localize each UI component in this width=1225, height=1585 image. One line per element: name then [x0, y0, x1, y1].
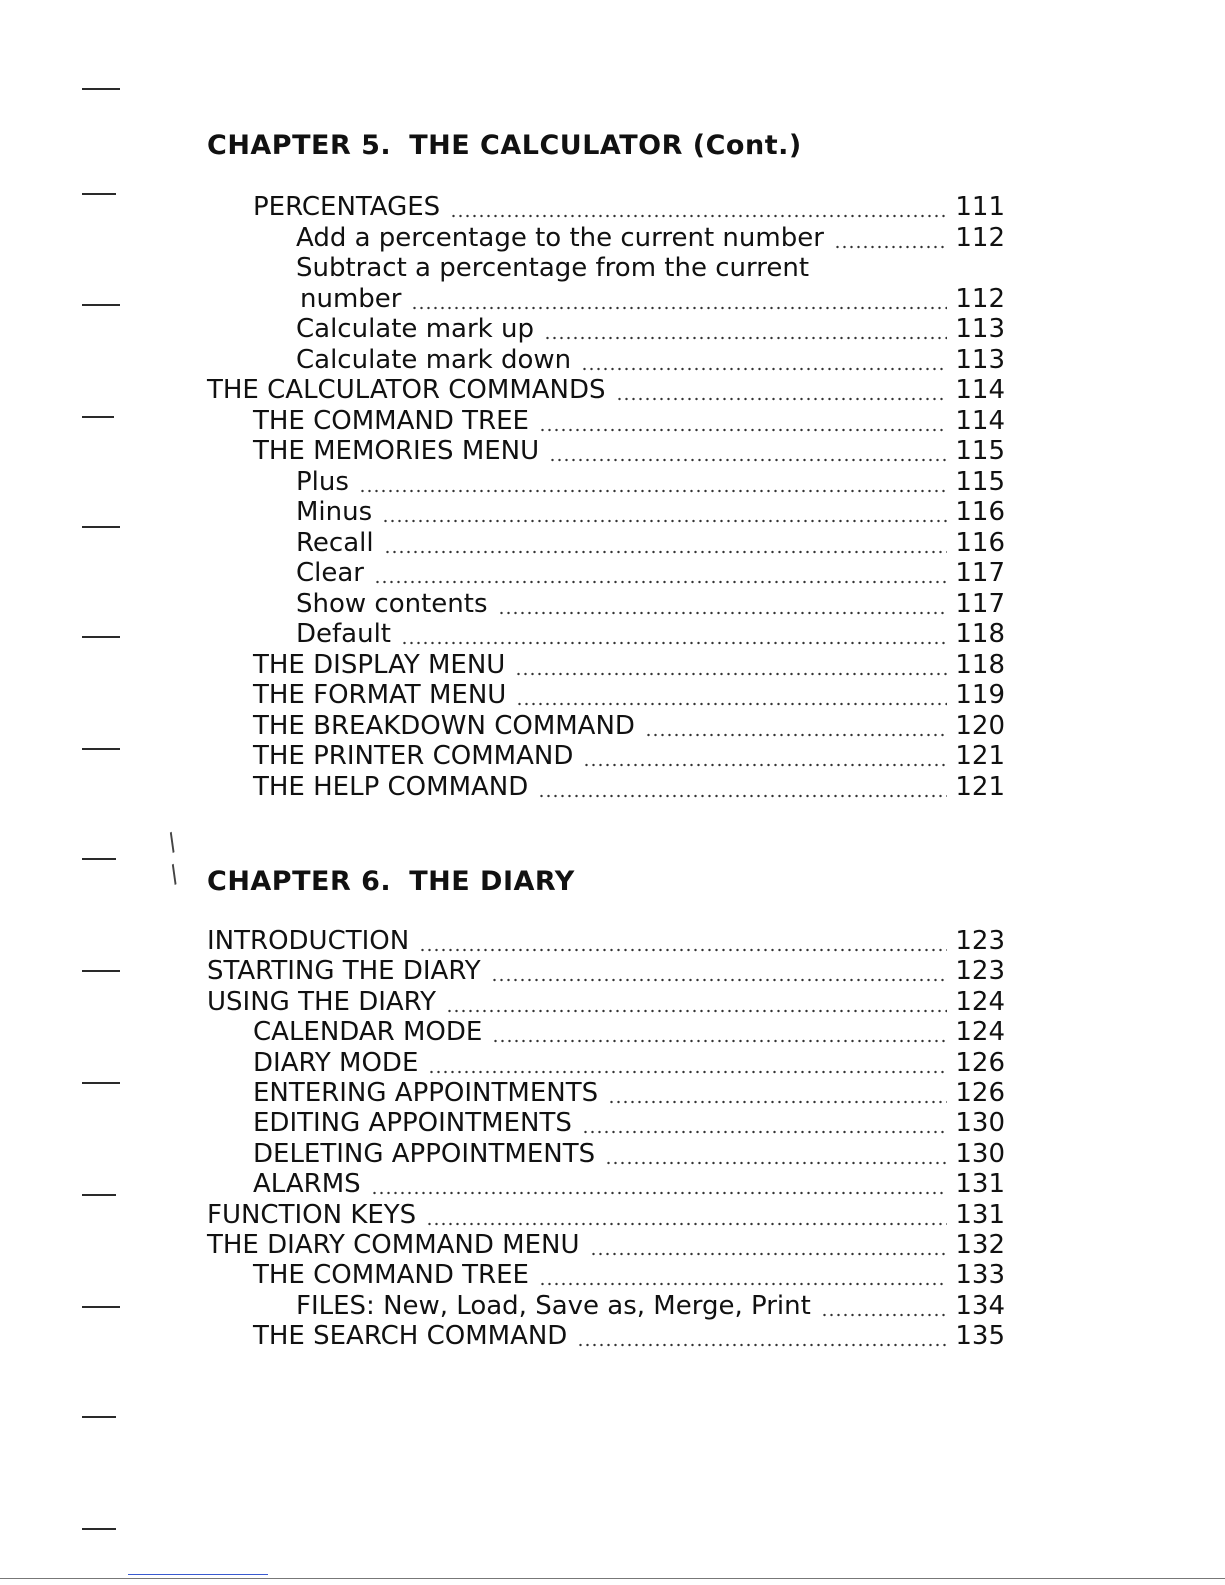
left-margin-marks: [82, 0, 122, 1585]
toc-entry-title: THE PRINTER COMMAND: [253, 741, 574, 771]
toc-entry: [296, 1291, 1005, 1321]
toc-entry-page: 131: [955, 1199, 1005, 1230]
margin-dash: [82, 304, 120, 306]
dot-leader: [819, 255, 1005, 279]
toc-entry-page: 130: [955, 1138, 1005, 1169]
toc-entry-title: THE BREAKDOWN COMMAND: [253, 710, 635, 741]
dot-leader: [428, 1050, 947, 1074]
toc-entry-title: Subtract a percentage from the current: [296, 253, 810, 283]
toc-entry: [253, 1017, 1005, 1047]
toc-entry-title: STARTING THE DIARY: [207, 956, 481, 987]
toc-entry-page: 115: [955, 466, 1005, 497]
toc-entry: [296, 528, 1005, 558]
toc-entry: [207, 987, 1005, 1017]
margin-dash: [82, 1194, 116, 1196]
margin-dash: [82, 193, 116, 195]
toc-entry-page: 132: [955, 1230, 1005, 1260]
toc-entry-page: 113: [955, 314, 1005, 344]
toc-entry-title: Default: [296, 619, 391, 649]
toc-entry-title: Add a percentage to the current number: [296, 222, 824, 253]
toc-entry-page: 116: [955, 497, 1005, 527]
dot-leader: [491, 958, 947, 982]
dot-leader: [590, 1232, 948, 1256]
toc-entry-title: DELETING APPOINTMENTS: [253, 1138, 596, 1169]
margin-dash: [82, 526, 120, 528]
dot-leader: [516, 682, 947, 706]
toc-entry: [296, 314, 1005, 344]
dot-leader: [411, 286, 947, 310]
margin-dash: [82, 1306, 120, 1308]
toc-entry-title: THE CALCULATOR COMMANDS: [207, 375, 606, 405]
chapter-6-heading: [207, 866, 575, 897]
toc-entry: [253, 772, 1005, 802]
toc-entry-page: 130: [955, 1108, 1005, 1139]
toc-entry-page: 121: [955, 741, 1005, 771]
dot-leader: [544, 316, 947, 340]
toc-entry-title: Plus: [296, 466, 349, 497]
toc-entry: [300, 284, 1005, 314]
toc-entry-title: INTRODUCTION: [207, 926, 410, 956]
toc-entry: [253, 1108, 1005, 1138]
toc-entry-page: 135: [955, 1321, 1005, 1352]
toc-entry: [253, 406, 1005, 436]
toc-entry-page: 117: [955, 558, 1005, 588]
page-bottom-mark: [128, 1574, 268, 1575]
toc-entry-title: PERCENTAGES: [253, 192, 441, 222]
toc-entry-title: DIARY MODE: [253, 1047, 419, 1078]
margin-dash: [82, 1082, 120, 1084]
toc-entry: [296, 619, 1005, 649]
toc-entry-page: 131: [955, 1169, 1005, 1200]
toc-entry-title: Calculate mark up: [296, 314, 534, 344]
chapter-5-heading: [207, 130, 802, 161]
dot-leader: [498, 591, 947, 615]
toc-entry: [296, 589, 1005, 619]
toc-entry-title: THE COMMAND TREE: [253, 405, 529, 436]
toc-entry-title: ENTERING APPOINTMENTS: [253, 1078, 599, 1108]
toc-entry-page: 116: [955, 527, 1005, 558]
toc-entry-page: 115: [955, 436, 1005, 466]
dot-leader: [577, 1323, 947, 1347]
toc-entry-title: THE COMMAND TREE: [253, 1260, 529, 1291]
dot-leader: [821, 1293, 947, 1317]
toc-entry: [253, 436, 1005, 466]
toc-entry-page: 117: [955, 588, 1005, 619]
chapter-number: CHAPTER 6.: [207, 866, 392, 897]
toc-entry-page: 124: [955, 986, 1005, 1017]
toc-entry: [253, 192, 1005, 222]
toc-entry-title: Clear: [296, 558, 364, 588]
toc-entry-title: FUNCTION KEYS: [207, 1199, 417, 1230]
toc-entry: [253, 650, 1005, 680]
dot-leader: [616, 377, 947, 401]
toc-entry-page: 123: [955, 956, 1005, 987]
toc-entry: [253, 680, 1005, 710]
margin-dash: [82, 416, 114, 418]
toc-entry: [207, 375, 1005, 405]
dot-leader: [582, 1110, 947, 1134]
chapter-number: CHAPTER 5.: [207, 130, 392, 161]
margin-dash: [82, 88, 120, 90]
dot-leader: [538, 774, 947, 798]
toc-entry: [296, 467, 1005, 497]
toc-entry: [296, 558, 1005, 588]
toc-entry-title: FILES: New, Load, Save as, Merge, Print: [296, 1290, 811, 1321]
margin-dash: [82, 636, 120, 638]
toc-entry-title: THE DIARY COMMAND MENU: [207, 1230, 580, 1260]
toc-entry-page: 114: [955, 375, 1005, 405]
margin-dash: [82, 858, 116, 860]
toc-entry: [207, 1230, 1005, 1260]
toc-entry-page: 118: [955, 649, 1005, 680]
dot-leader: [492, 1019, 947, 1043]
toc-entry-title: THE SEARCH COMMAND: [253, 1321, 568, 1352]
dot-leader: [419, 928, 947, 952]
toc-entry-title: ALARMS: [253, 1169, 361, 1200]
toc-entry: [296, 253, 1005, 283]
chapter-title: THE DIARY: [409, 866, 575, 897]
toc-entry-title: CALENDAR MODE: [253, 1017, 483, 1048]
toc-entry-title: EDITING APPOINTMENTS: [253, 1108, 572, 1139]
toc-entry-page: 126: [955, 1078, 1005, 1108]
toc-entry: [253, 1321, 1005, 1351]
dot-leader: [608, 1080, 947, 1104]
scan-artifact: /: [164, 859, 184, 889]
dot-leader: [583, 743, 947, 767]
toc-entry: [253, 1048, 1005, 1078]
dot-leader: [382, 499, 947, 523]
dot-leader: [515, 652, 947, 676]
toc-entry-title: Show contents: [296, 588, 488, 619]
toc-entry-page: 123: [955, 926, 1005, 956]
toc-entry-page: 112: [955, 222, 1005, 253]
toc-entry: [253, 1169, 1005, 1199]
toc-entry: [207, 926, 1005, 956]
toc-entry-page: 119: [955, 680, 1005, 710]
dot-leader: [359, 469, 947, 493]
toc-entry-page: 134: [955, 1290, 1005, 1321]
toc-entry: [296, 345, 1005, 375]
toc-entry-title: THE MEMORIES MENU: [253, 436, 540, 466]
toc-entry-page: 112: [955, 283, 1005, 314]
chapter-title: THE CALCULATOR (Cont.): [409, 130, 802, 161]
toc-entry: [253, 1078, 1005, 1108]
margin-dash: [82, 1528, 116, 1530]
toc-entry-title: Calculate mark down: [296, 344, 572, 375]
toc-entry-title: Recall: [296, 527, 374, 558]
dot-leader: [645, 713, 947, 737]
dot-leader: [539, 1262, 947, 1286]
toc-entry: [296, 497, 1005, 527]
dot-leader: [374, 560, 947, 584]
toc-entry-page: 113: [955, 344, 1005, 375]
toc-entry: [207, 1200, 1005, 1230]
toc-entry: [253, 711, 1005, 741]
scan-artifact: /: [162, 827, 182, 857]
dot-leader: [605, 1141, 947, 1165]
toc-entry: [253, 1139, 1005, 1169]
toc-entry-title: THE DISPLAY MENU: [253, 649, 506, 680]
dot-leader: [549, 438, 947, 462]
toc-entry-title: number: [300, 283, 402, 314]
toc-entry: [207, 956, 1005, 986]
toc-entry-page: 111: [955, 192, 1005, 222]
dot-leader: [426, 1202, 947, 1226]
dot-leader: [450, 194, 947, 218]
toc-entry-title: USING THE DIARY: [207, 986, 436, 1017]
toc-entry-page: 118: [955, 619, 1005, 649]
margin-dash: [82, 970, 120, 972]
toc-entry-page: 120: [955, 710, 1005, 741]
toc-entry-page: 114: [955, 405, 1005, 436]
dot-leader: [384, 530, 947, 554]
toc-entry-page: 126: [955, 1047, 1005, 1078]
page-bottom-edge: [0, 1578, 1225, 1579]
toc-entry-title: THE HELP COMMAND: [253, 771, 529, 802]
toc-entry-page: 133: [955, 1260, 1005, 1291]
toc-entry-page: 121: [955, 771, 1005, 802]
toc-entry-title: THE FORMAT MENU: [253, 680, 507, 710]
toc-entry: [253, 1260, 1005, 1290]
dot-leader: [371, 1171, 947, 1195]
toc-entry-page: 124: [955, 1017, 1005, 1048]
dot-leader: [401, 621, 947, 645]
dot-leader: [446, 989, 947, 1013]
dot-leader: [834, 225, 947, 249]
margin-dash: [82, 748, 120, 750]
dot-leader: [581, 347, 947, 371]
toc-entry-title: Minus: [296, 497, 373, 527]
toc-entry: [253, 741, 1005, 771]
dot-leader: [539, 408, 947, 432]
margin-dash: [82, 1416, 116, 1418]
toc-entry: [296, 223, 1005, 253]
